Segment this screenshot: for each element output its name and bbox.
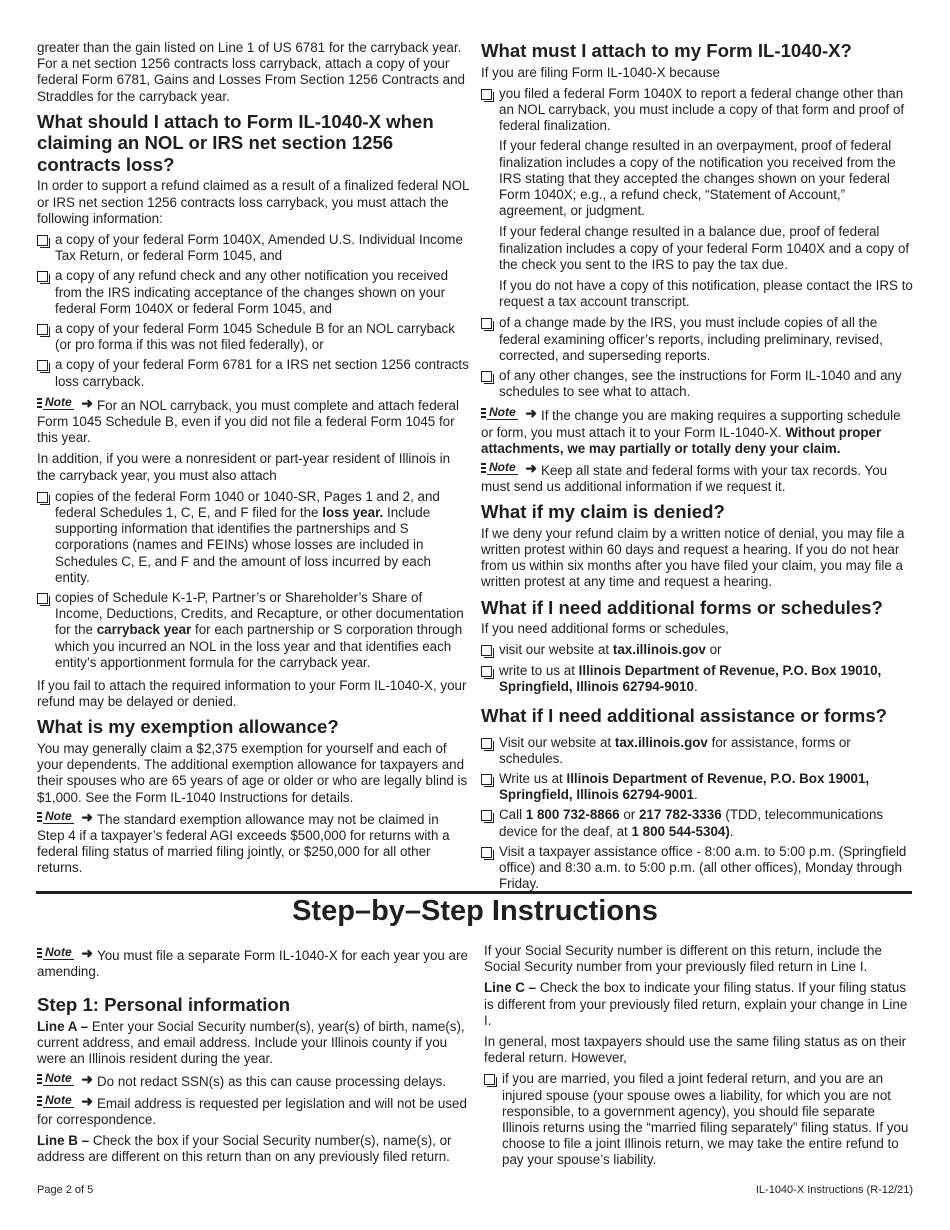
checkbox-bullet-icon [37, 271, 48, 282]
list-item: copies of Schedule K-1-P, Partner’s or Shareholder’s Share of Income, Deductions, Credits, and Recapture, or other documentation for the carryback year for each partnership or S corporation through which you incurred an NOL in the loss year and that identifies each entity’s apportionment formula for the carryback year. [37, 590, 469, 671]
checkbox-bullet-icon [481, 318, 492, 329]
right-column-top [481, 40, 913, 896]
heading-exemption: What is my exemption allowance? [37, 716, 339, 738]
checkbox-bullet-icon [481, 738, 492, 749]
checkbox-bullet-icon [481, 847, 492, 858]
paragraph-no-copy: If you do not have a copy of this notification, please contact the IRS to request a tax account transcript. [499, 277, 913, 310]
page-title: Step–by–Step Instructions [292, 895, 658, 927]
checkbox-bullet-icon [481, 89, 492, 100]
checkbox-bullet-icon [481, 810, 492, 821]
heading-must-attach: What must I attach to my Form IL-1040-X? [481, 40, 852, 61]
note-keep-records: Note ➜ Keep all state and federal forms with your tax records. You must send us additional information if we request it. [481, 459, 888, 495]
list-item: of a change made by the IRS, you must include copies of all the federal examining officer’s reports, including preliminary, revised, corrected, and superseding reports. [481, 315, 913, 364]
website-link[interactable]: tax.illinois.gov [614, 734, 708, 750]
checkbox-bullet-icon [481, 774, 492, 785]
list-item: a copy of your federal Form 1045 Schedule B for an NOL carryback (or pro forma if this was not filed federally), or [37, 321, 469, 353]
list-item: write to us at Illinois Department of Revenue, P.O. Box 19010, Springfield, Illinois 62794-9010. [481, 663, 913, 695]
paragraph-ssn-different: If your Social Security number is different on this return, include the Social Security number from your previously filed return in Line I. [484, 943, 882, 975]
paragraph-attach-intro: In order to support a refund claimed as a result of a finalized federal NOL or IRS net section 1256 contracts loss carryback, you must attach the following information: [37, 178, 469, 226]
heading-step1: Step 1: Personal information [37, 994, 291, 1016]
checkbox-bullet-icon [37, 593, 48, 604]
note-icon: Note ➜ [37, 947, 93, 961]
paragraph-exemption: You may generally claim a $2,375 exemption for yourself and each of your dependents. The additional exemption allowance for taxpayers and their spouses who are 65 years of age or older or who are legally blind is $1,000. See the Form IL-1040 Instructions for details. [37, 740, 468, 805]
checkbox-bullet-icon [37, 492, 48, 503]
website-link[interactable]: tax.illinois.gov [612, 642, 706, 658]
list-item: Call 1 800 732-8866 or 217 782-3336 (TDD, telecommunications device for the deaf, at 1 800 544-5304). [481, 807, 913, 839]
footer-page-number: Page 2 of 5 [37, 1184, 94, 1196]
note-icon: Note ➜ [37, 811, 93, 825]
left-column-bottom [37, 947, 469, 1171]
list-item: visit our website at tax.illinois.gov or [481, 642, 913, 658]
note-nol-carryback: Note ➜ For an NOL carryback, you must complete and attach federal Form 1045 Schedule B, even if you did not file a federal Form 1045 for this year. [37, 394, 459, 446]
note-icon: Note ➜ [37, 1095, 93, 1109]
paragraph-line-c: Line C – Check the box to indicate your filing status. If your filing status is different from your previously filed return, explain your change in Line I. [484, 980, 908, 1028]
checkbox-bullet-icon [37, 324, 48, 335]
note-icon: Note ➜ [37, 397, 93, 411]
list-item: a copy of any refund check and any other notification you received from the IRS indicating acceptance of the changes shown on your federal Form 1040X or federal Form 1045, and [37, 268, 469, 317]
list-item: Write us at Illinois Department of Revenue, P.O. Box 19001, Springfield, Illinois 62794-9001. [481, 771, 913, 803]
footer-form-id: IL-1040-X Instructions (R-12/21) [755, 1184, 913, 1196]
note-redact-ssn: Note ➜ Do not redact SSN(s) as this can cause processing delays. [37, 1073, 469, 1090]
paragraph-overpayment: If your federal change resulted in an overpayment, proof of federal finalization includes a copy of the notification you received from the IRS stating that they accepted the changes shown on your federal Form 1040X; e.g., a refund check, “Statement of Account,” agreement, or judgment. [499, 138, 896, 219]
note-icon: Note ➜ [481, 462, 537, 476]
checkbox-bullet-icon [37, 360, 48, 371]
list-item: you filed a federal Form 1040X to report a federal change other than an NOL carryback, you must include a copy of that form and proof of federal finalization. [481, 86, 913, 135]
note-separate-form: Note ➜ You must file a separate Form IL-1040-X for each year you are amending. [37, 945, 468, 980]
checkbox-bullet-icon [481, 371, 492, 382]
checkbox-bullet-icon [484, 1074, 495, 1085]
note-icon: Note ➜ [37, 1073, 93, 1087]
paragraph-nonresident: In addition, if you were a nonresident or part-year resident of Illinois in the carryback year, you must also attach [37, 451, 451, 483]
list-item: if you are married, you filed a joint federal return, and you are an injured spouse (your spouse owes a liability, for which you are not responsible, to a government agency), you should file separate Illinois returns using the “married filing separately” filing status. If you choose to file a joint Illinois return, we may take the entire refund to pay your spouse’s liability. [484, 1071, 913, 1168]
note-icon: Note ➜ [481, 407, 537, 421]
checkbox-bullet-icon [37, 235, 48, 246]
paragraph-because: If you are filing Form IL-1040-X because [481, 64, 720, 80]
paragraph-fail-attach: If you fail to attach the required information to your Form IL-1040-X, your refund may be delayed or denied. [37, 678, 467, 710]
list-item: copies of the federal Form 1040 or 1040-SR, Pages 1 and 2, and federal Schedules 1, C, E, and F filed for the loss year. Include supporting information that identifies the partnerships and S corporations (names and FEINs) whose losses are included in Schedules C, E, and F and the amount of loss incurred by each entity. [37, 489, 469, 586]
paragraph-filing-status: In general, most taxpayers should use the same filing status as on their federal return. However, [484, 1034, 907, 1066]
list-item: Visit our website at tax.illinois.gov for assistance, forms or schedules. [481, 735, 913, 767]
checkbox-bullet-icon [481, 645, 492, 656]
paragraph-carryback-cont: greater than the gain listed on Line 1 of US 6781 for the carryback year. For a net section 1256 contracts loss carryback, attach a copy of your federal Form 6781, Gains and Losses From Section 1256 Contracts and Straddles for the carryback year. [37, 40, 465, 104]
right-column-bottom [484, 943, 913, 1173]
note-supporting-schedule: Note ➜ If the change you are making requires a supporting schedule or form, you must attach it to your Form IL-1040-X. Without proper attachments, we may partially or totally deny your claim. [481, 405, 901, 456]
note-exemption: Note ➜ The standard exemption allowance may not be claimed in Step 4 if a taxpayer’s federal AGI exceeds $500,000 for returns with a federal filing status of married filing jointly, or $250,000 for all other returns. [37, 808, 450, 876]
paragraph-denied: If we deny your refund claim by a written notice of denial, you may file a written protest within 60 days and request a hearing. If you do not hear from us within six months after you have filed your claim, you may file a written protest at any time and request a hearing. [481, 525, 905, 590]
list-item: of any other changes, see the instructions for Form IL-1040 and any schedules to see what to attach. [481, 368, 913, 400]
list-item: Visit a taxpayer assistance office - 8:00 a.m. to 5:00 p.m. (Springfield office) and 8:30 a.m. to 5:00 p.m. (all other offices), Monday through Friday. [481, 844, 913, 893]
heading-claim-denied: What if my claim is denied? [481, 501, 725, 523]
note-email: Note ➜ Email address is requested per legislation and will not be used for correspondence. [37, 1092, 467, 1127]
heading-additional-forms: What if I need additional forms or schedules? [481, 596, 883, 618]
paragraph-line-b: Line B – Check the box if your Social Security number(s), name(s), or address are different on this return than on any previously filed return. [37, 1133, 452, 1165]
left-column-top [37, 40, 469, 882]
paragraph-forms-intro: If you need additional forms or schedules, [481, 621, 729, 637]
paragraph-balance-due: If your federal change resulted in a balance due, proof of federal finalization includes a copy of your federal Form 1040X and a copy of the check you sent to the IRS to pay the tax due. [499, 224, 910, 272]
paragraph-line-a: Line A – Enter your Social Security number(s), year(s) of birth, name(s), current address, and email address. Include your Illinois county if you were an Illinois resident during the year. [37, 1018, 465, 1067]
list-item: a copy of your federal Form 1040X, Amended U.S. Individual Income Tax Return, or federal Form 1045, and [37, 232, 469, 264]
list-item: a copy of your federal Form 6781 for a IRS net section 1256 contracts loss carryback. [37, 357, 469, 389]
heading-attach-nol: What should I attach to Form IL-1040-X when claiming an NOL or IRS net section 1256 contracts loss? [37, 110, 434, 175]
checkbox-bullet-icon [481, 666, 492, 677]
heading-additional-assistance: What if I need additional assistance or forms? [481, 705, 888, 726]
